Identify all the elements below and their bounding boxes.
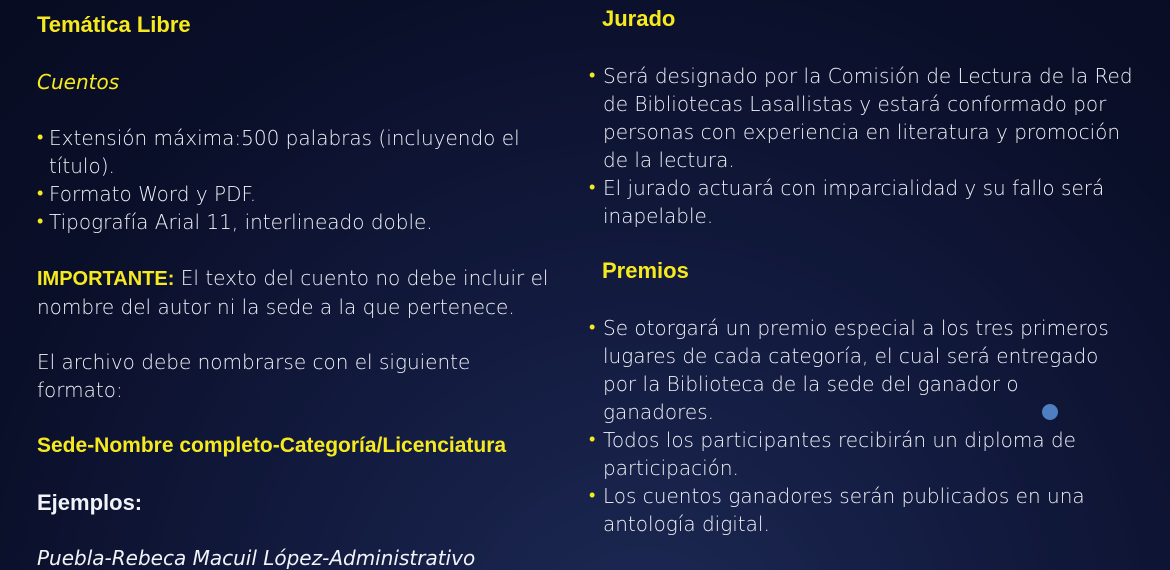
list-item: • Se otorgará un premio especial a los tres primeros lugares de cada categoría, el cual será entregado por la Biblioteca de la sede del ganador o ganadores. xyxy=(589,314,1134,426)
list-item: • Tipografía Arial 11, interlineado doble. xyxy=(37,208,557,236)
format-instructions: El archivo debe nombrarse con el siguiente formato: xyxy=(37,350,471,402)
important-note xyxy=(37,264,567,321)
list-item: • Será designado por la Comisión de Lectura de la Red de Bibliotecas Lasallistas y estará conformado por personas con experiencia en literatura y promoción de la lectura. xyxy=(589,62,1134,174)
premios-list xyxy=(589,314,1134,538)
tematica-title: Temática Libre xyxy=(37,12,191,37)
cuentos-requirements-list xyxy=(37,124,557,236)
decorative-dot xyxy=(1042,404,1058,420)
format-pattern: Sede-Nombre completo-Categoría/Licenciatura xyxy=(37,434,507,457)
jurado-title: Jurado xyxy=(602,6,676,31)
important-text: El texto del cuento no debe incluir el nombre del autor ni la sede a la que pertenece. xyxy=(37,266,549,319)
list-item: • Extensión máxima:500 palabras (incluyendo el título). xyxy=(37,124,557,180)
important-label: IMPORTANTE: xyxy=(37,268,175,290)
list-item: • Formato Word y PDF. xyxy=(37,180,557,208)
premios-title: Premios xyxy=(602,258,689,283)
example-1: Puebla-Rebeca Macuil López-Administrativo xyxy=(37,546,476,570)
list-item: • Los cuentos ganadores serán publicados en una antología digital. xyxy=(589,482,1134,538)
jurado-list xyxy=(589,62,1134,230)
examples-title: Ejemplos: xyxy=(37,490,143,515)
list-item: • El jurado actuará con imparcialidad y su fallo será inapelable. xyxy=(589,174,1134,230)
list-item: • Todos los participantes recibirán un diploma de participación. xyxy=(589,426,1134,482)
cuentos-subtitle: Cuentos xyxy=(37,70,120,94)
